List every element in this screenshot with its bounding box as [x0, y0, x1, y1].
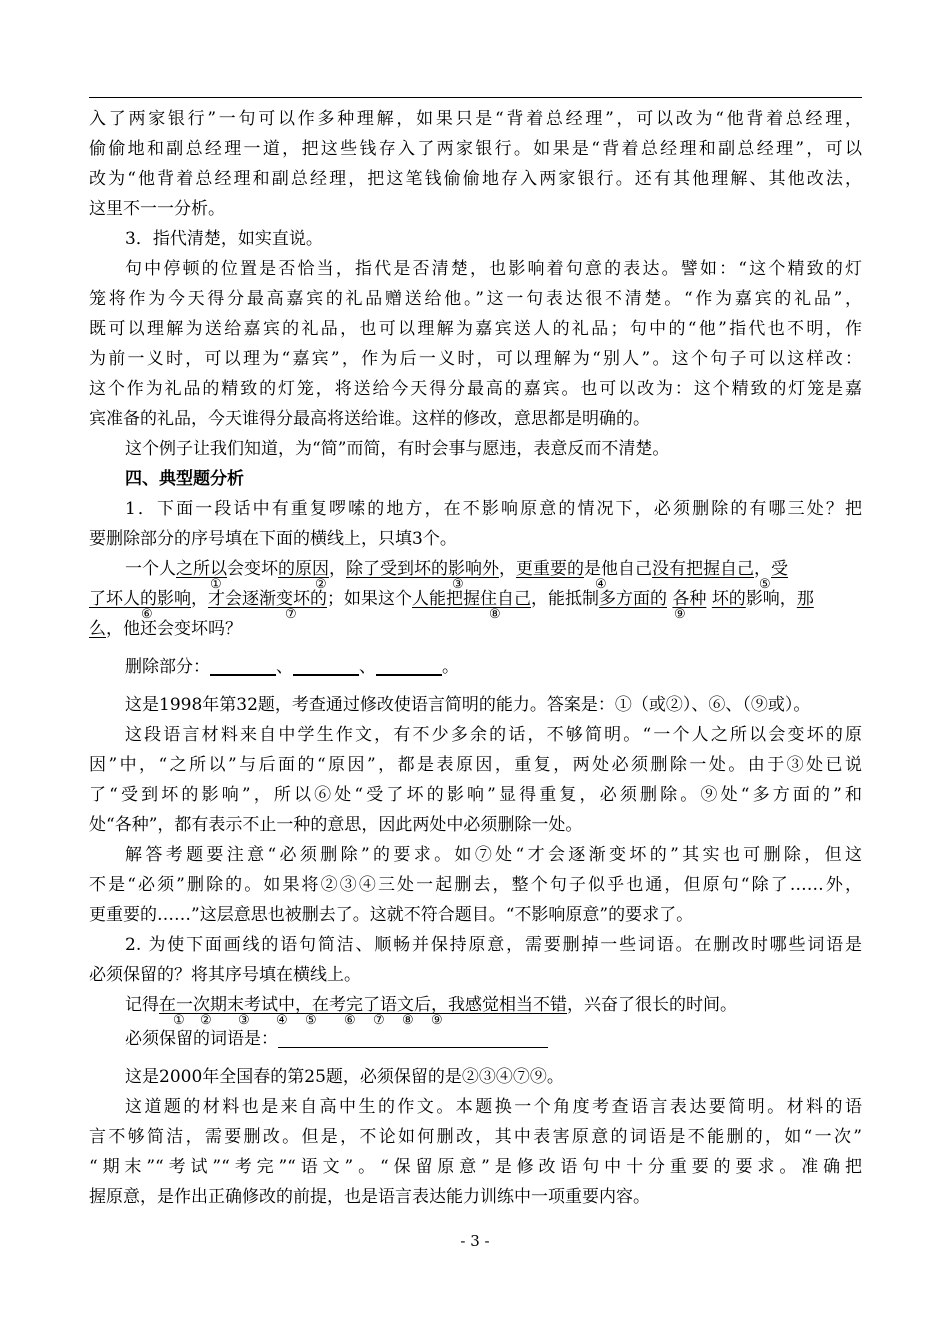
para-line: 这是1998年第32题，考查通过修改使语言简明的能力。答案是：①（或②）、⑥、（⑨或）。: [125, 695, 811, 715]
question-1-line: 要删除部分的序号填在下面的横线上，只填3个。: [89, 529, 457, 549]
q1-underlined: 之所以: [176, 559, 227, 579]
q1-underlined: 更重要的: [516, 559, 584, 579]
para-line: “期末”“考试”“考完”“语文”。“保留原意”是修改语句中十分重要的要求。准确把: [89, 1157, 862, 1177]
section-heading: 四、典型题分析: [125, 469, 244, 489]
q1-underlined: 的原因: [278, 559, 329, 579]
question-2-line: 必须保留的？将其序号填在横线上。: [89, 965, 361, 985]
para-line: 更重要的……”这层意思也被删去了。这就不符合题目。“不影响原意”的要求了。: [89, 905, 694, 925]
circled-number: ①: [173, 1013, 185, 1028]
question-1-line: 1．下面一段话中有重复啰嗦的地方，在不影响原意的情况下，必须删除的有哪三处？把: [125, 499, 862, 519]
q1-underlined: 么: [89, 619, 106, 639]
circled-number: ④: [276, 1013, 288, 1028]
page-number: - 3 -: [460, 1232, 490, 1250]
para-line: 宾准备的礼品，今天谁得分最高将送给谁。这样的修改，意思都是明确的。: [89, 409, 650, 429]
q1-underlined: 多方面的: [599, 589, 667, 609]
question-2-line: 2. 为使下面画线的语句简洁、顺畅并保持原意，需要删掉一些词语。在删改时哪些词语是: [125, 935, 862, 955]
para-line: 这道题的材料也是来自高中生的作文。本题换一个角度考查语言表达要简明。材料的语: [125, 1097, 862, 1117]
separator: 、: [359, 657, 376, 677]
circled-number: ⑤: [759, 577, 771, 592]
circled-number: ⑨: [674, 607, 686, 622]
q1-text: 影响，: [745, 589, 797, 609]
q1-number-marks-2: [89, 607, 862, 628]
circled-number: ⑤: [305, 1013, 317, 1028]
q2-number-marks: [89, 1013, 862, 1034]
q1-text: ，: [754, 559, 771, 579]
q1-sentence-line-1: [89, 554, 862, 584]
q1-underlined: 没有把握自己: [652, 559, 754, 579]
answer-label: 删除部分：: [125, 657, 210, 677]
para-line: 改为“他背着总经理和副总经理，把这笔钱偷偷地存入两家银行。还有其他理解、其他改法，: [89, 169, 862, 189]
q1-text: ，: [329, 559, 346, 579]
q1-number-marks-1: [89, 577, 862, 598]
q2-text: 记得: [125, 995, 159, 1015]
circled-number: ②: [315, 577, 327, 592]
q1-text: 会变坏: [227, 559, 278, 579]
q1-text: 是他自己: [584, 559, 652, 579]
q1-text: ，能抵制: [531, 589, 599, 609]
para-line: 这里不一一分析。: [89, 199, 225, 219]
page-body: [89, 104, 862, 1212]
q2-underlined: 在一次期末考试中，在考完了语文后，我感觉相当不错: [159, 995, 567, 1015]
para-line: 句中停顿的位置是否恰当，指代是否清楚，也影响着句意的表达。譬如：“这个精致的灯: [125, 259, 862, 279]
q1-underlined: 受: [771, 559, 788, 579]
q1-text: ，: [499, 559, 516, 579]
para-line: 因”中，“之所以”与后面的“原因”，都是表原因，重复，两处必须删除一处。由于③处已说: [89, 755, 862, 775]
para-line: 笼将作为今天得分最高嘉宾的礼品赠送给他。”这一句表达很不清楚。“作为嘉宾的礼品”，: [89, 289, 862, 309]
q1-underlined: 才会逐渐变坏的: [208, 589, 327, 609]
circled-number: ⑥: [141, 607, 153, 622]
circled-number: ④: [595, 577, 607, 592]
separator: 、: [276, 657, 293, 677]
para-line: 偷偷地和副总经理一道，把这些钱存入了两家银行。如果是“背着总经理和副总经理”，可以: [89, 139, 862, 159]
para-line: 为前一义时，可以理为“嘉宾”，作为后一义时，可以理解为“别人”。这个句子可以这样改：: [89, 349, 862, 369]
q1-answer-line: [89, 652, 862, 682]
para-line: 处“各种”，都有表示不止一种的意思，因此两处中必须删除一处。: [89, 815, 583, 835]
para-line: 言不够简洁，需要删改。但是，不论如何删改，其中表害原意的词语是不能删的，如“一次”: [89, 1127, 862, 1147]
answer-blank-3[interactable]: [376, 656, 442, 676]
para-line: 这个例子让我们知道，为“简”而简，有时会事与愿违，表意反而不清楚。: [125, 439, 670, 459]
q1-underlined: 各种: [672, 589, 707, 609]
period: 。: [442, 657, 459, 677]
q2-text: ，兴奋了很长的时间。: [567, 995, 737, 1015]
para-line: 既可以理解为送给嘉宾的礼品，也可以理解为嘉宾送人的礼品；句中的“他”指代也不明，作: [89, 319, 862, 339]
para-line: 握原意，是作出正确修改的前提，也是语言表达能力训练中一项重要内容。: [89, 1187, 650, 1207]
circled-number: ⑦: [285, 607, 297, 622]
circled-number: ②: [200, 1013, 212, 1028]
circled-number: ③: [452, 577, 464, 592]
q1-text: ，他还会变坏吗？: [106, 619, 242, 639]
para-line: 入了两家银行”一句可以作多种理解，如果只是“背着总经理”，可以改为“他背着总经理，: [89, 109, 862, 129]
para-line: 这个作为礼品的精致的灯笼，将送给今天得分最高的嘉宾。也可以改为：这个精致的灯笼是嘉: [89, 379, 862, 399]
circled-number: ⑥: [344, 1013, 356, 1028]
q1-underlined: 除了受到坏的影响外: [346, 559, 499, 579]
header-rule: [89, 97, 862, 98]
para-line: 不是“必须”删除的。如果将②③④三处一起删去，整个句子似乎也通，但原句“除了……外，: [89, 875, 862, 895]
para-line: 这段语言材料来自中学生作文，有不少多余的话，不够简明。“一个人之所以会变坏的原: [125, 725, 862, 745]
subheading-3: 3．指代清楚，如实直说。: [125, 229, 323, 249]
answer-label: 必须保留的词语是：: [125, 1029, 278, 1049]
circled-number: ③: [238, 1013, 250, 1028]
answer-blank-1[interactable]: [210, 656, 276, 676]
circled-number: ⑦: [373, 1013, 385, 1028]
q1-text: 一个人: [125, 559, 176, 579]
circled-number: ⑧: [402, 1013, 414, 1028]
q1-text: ，: [191, 589, 208, 609]
q1-underlined: 那: [796, 589, 814, 609]
circled-number: ⑨: [431, 1013, 443, 1028]
para-line: 了“受到坏的影响”，所以⑥处“受了坏的影响”显得重复，必须删除。⑨处“多方面的”和: [89, 785, 862, 805]
q1-underlined: 坏的: [711, 589, 746, 609]
circled-number: ⑧: [489, 607, 501, 622]
q1-underlined: 了坏人的影响: [89, 589, 191, 609]
q1-underlined: 人能把握住自己: [412, 589, 531, 609]
answer-blank-2[interactable]: [293, 656, 359, 676]
para-line: 这是2000年全国春的第25题，必须保留的是②③④⑦⑨。: [125, 1067, 564, 1087]
para-line: 解答考题要注意“必须删除”的要求。如⑦处“才会逐渐变坏的”其实也可删除，但这: [125, 845, 862, 865]
circled-number: ①: [210, 577, 222, 592]
q1-text: ；如果这个: [327, 589, 412, 609]
